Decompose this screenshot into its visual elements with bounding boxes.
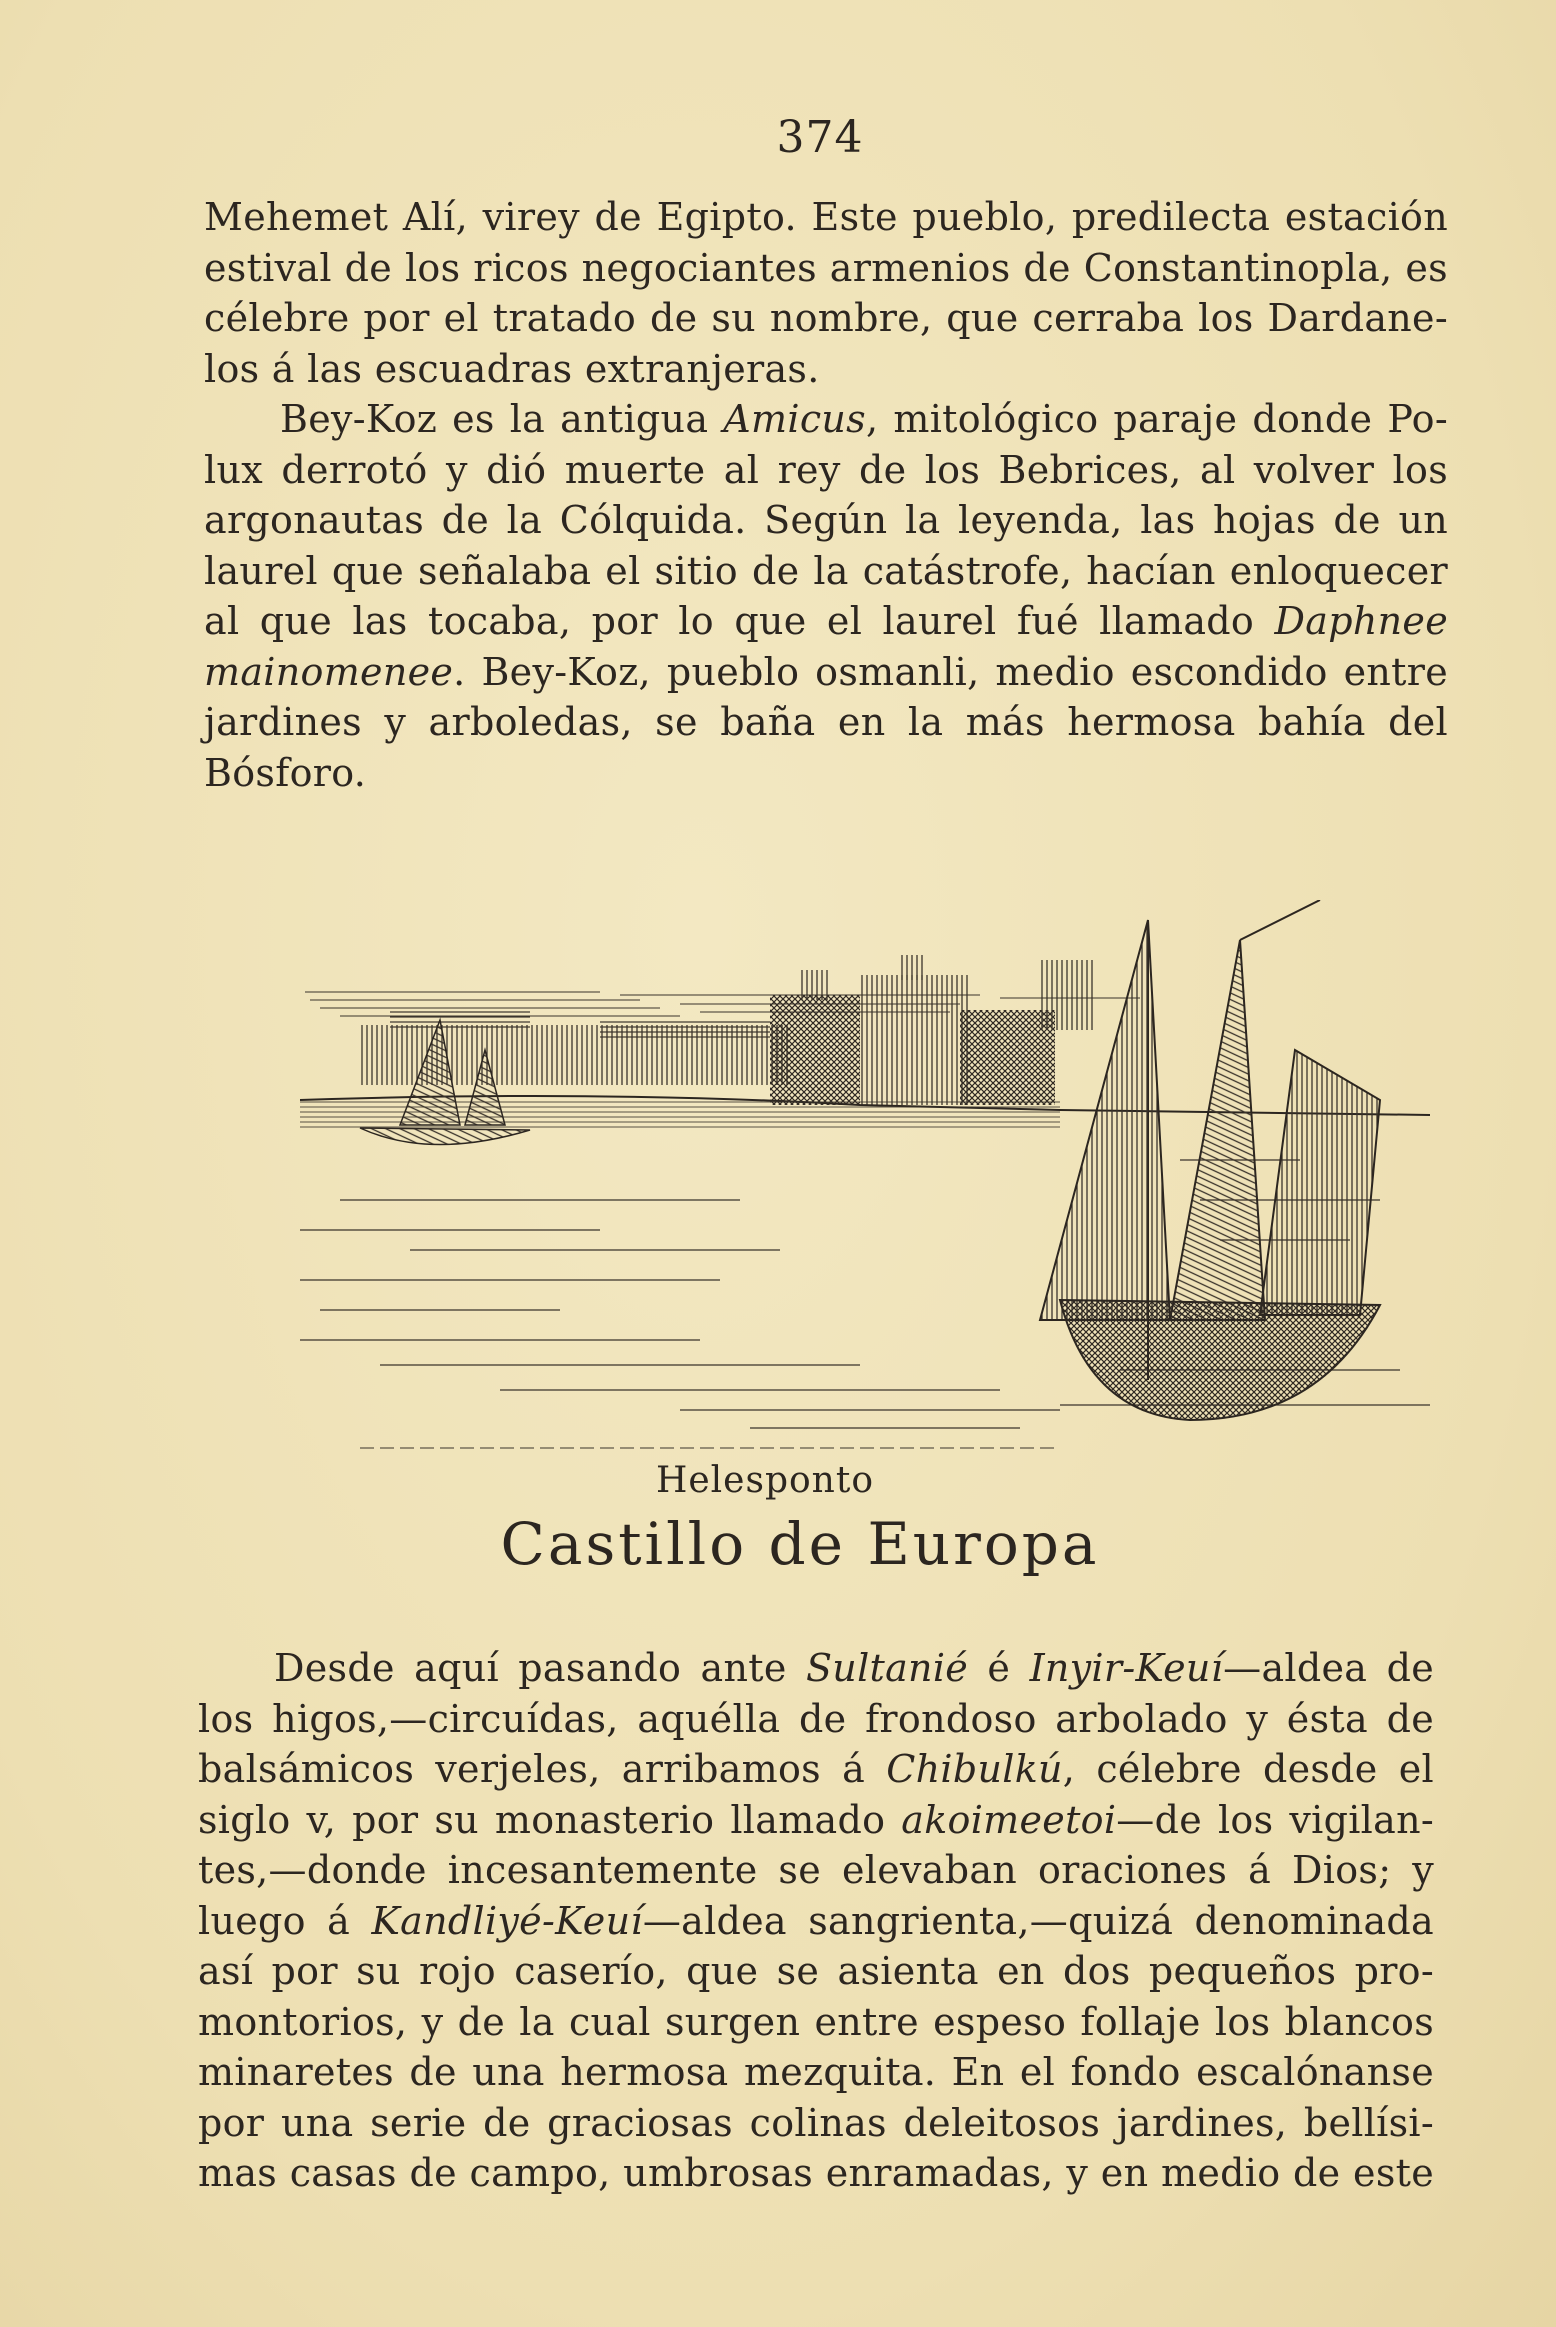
text-line: Mehemet Alí, virey de Egipto. Este pueblo, predilecta estación <box>204 195 1448 239</box>
text-line: laurel que señalaba el sitio de la catástrofe, hacían enloquecer <box>204 548 1448 593</box>
paragraph-first <box>204 192 1448 798</box>
engraving-illustration <box>300 900 1430 1460</box>
paragraph-second <box>198 1643 1434 2199</box>
text-line: Bey-Koz es la antigua Amicus, mitológico paraje donde Po- <box>280 397 1448 441</box>
text-line: célebre por el tratado de su nombre, que cerraba los Dardane- <box>204 296 1448 340</box>
text-line: los á las escuadras extranjeras. <box>204 346 820 391</box>
text-line: Desde aquí pasando ante Sultanié é Inyir-Keuí—aldea de <box>274 1646 1434 1690</box>
text-line: así por su rojo caserío, que se asienta en dos pequeños pro- <box>198 1949 1434 1993</box>
castle-buildings <box>860 975 970 1105</box>
text-line: luego á Kandliyé-Keuí—aldea sangrienta,—quizá denominada <box>198 1898 1434 1943</box>
text-line: minaretes de una hermosa mezquita. En el fondo escalónanse <box>198 2050 1434 2094</box>
text-line: los higos,—circuídas, aquélla de frondoso arbolado y ésta de <box>198 1696 1434 1741</box>
castle-tower <box>770 995 860 1105</box>
caption-title: Castillo de Europa <box>500 1510 1100 1578</box>
text-line: mas casas de campo, umbrosas enramadas, y en medio de este <box>198 2151 1434 2195</box>
text-line: montorios, y de la cual surgen entre espeso follaje los blancos <box>198 1999 1434 2044</box>
boat-hull <box>1060 1300 1380 1420</box>
text-line: tes,—donde incesantemente se elevaban oraciones á Dios; y <box>198 1848 1434 1892</box>
text-line: al que las tocaba, por lo que el laurel fué llamado Daphnee <box>204 599 1448 643</box>
text-line: argonautas de la Cólquida. Según la leyenda, las hojas de un <box>204 498 1448 542</box>
text-line: jardines y arboledas, se baña en la más hermosa bahía del <box>204 700 1448 744</box>
caption-location: Helesponto <box>655 1460 875 1501</box>
text-line: estival de los ricos negociantes armenios de Constantinopla, es <box>204 245 1448 290</box>
page-number: 374 <box>776 112 864 163</box>
text-line: lux derrotó y dió muerte al rey de los Bebrices, al volver los <box>204 447 1448 492</box>
text-line: mainomenee. Bey-Koz, pueblo osmanli, medio escondido entre <box>204 649 1448 694</box>
text-line: siglo v, por su monasterio llamado akoimeetoi—de los vigilan- <box>198 1797 1435 1842</box>
text-line: balsámicos verjeles, arribamos á Chibulkú, célebre desde el <box>198 1747 1434 1791</box>
text-line: por una serie de graciosas colinas deleitosos jardines, bellísi- <box>198 2100 1434 2145</box>
text-line: Bósforo. <box>204 750 367 795</box>
